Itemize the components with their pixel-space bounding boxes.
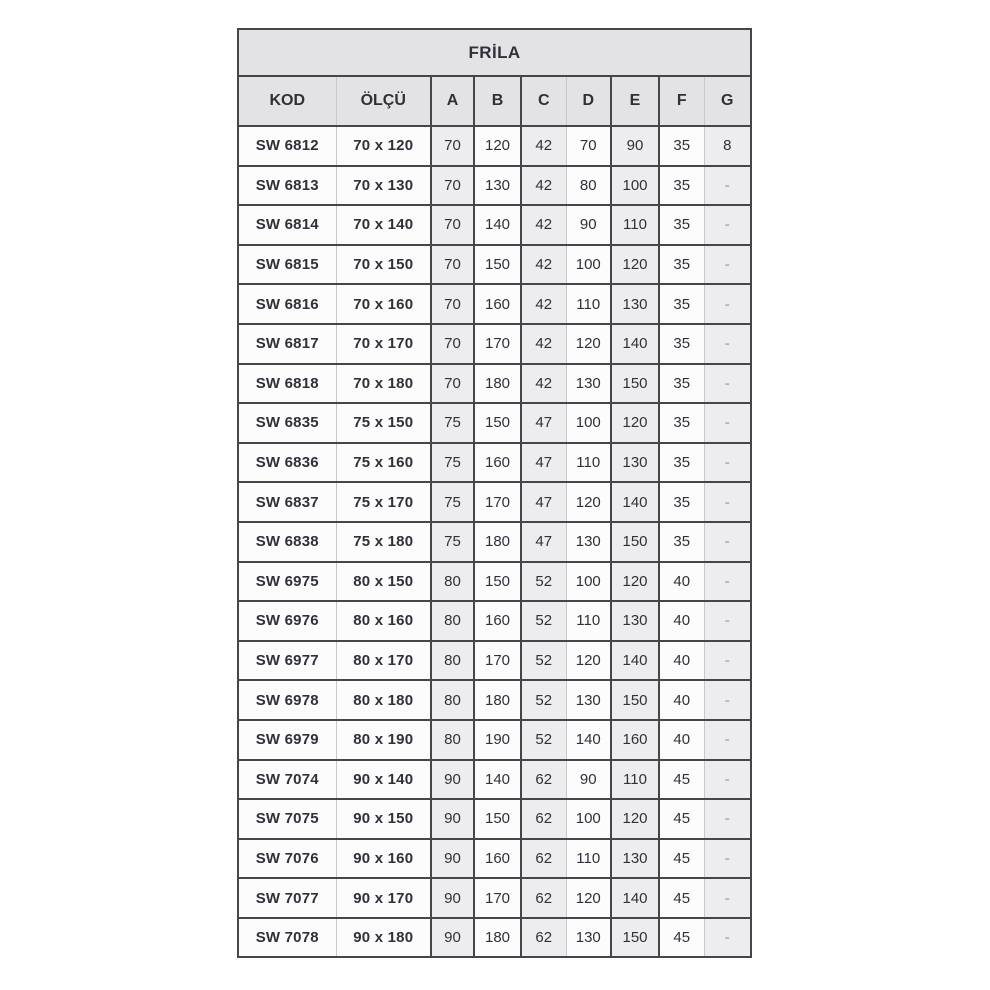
cell-d: 120 bbox=[566, 482, 611, 522]
cell-e: 150 bbox=[611, 680, 659, 720]
cell-b: 180 bbox=[474, 364, 521, 404]
cell-a: 70 bbox=[431, 126, 474, 166]
cell-kod: SW 6815 bbox=[238, 245, 336, 285]
cell-e: 130 bbox=[611, 443, 659, 483]
table-row bbox=[238, 720, 751, 760]
cell-a: 75 bbox=[431, 482, 474, 522]
cell-olcu: 70 x 150 bbox=[336, 245, 431, 285]
cell-b: 160 bbox=[474, 284, 521, 324]
cell-f: 40 bbox=[659, 562, 704, 602]
cell-c: 47 bbox=[521, 482, 566, 522]
cell-e: 90 bbox=[611, 126, 659, 166]
table-row bbox=[238, 799, 751, 839]
cell-c: 62 bbox=[521, 918, 566, 958]
cell-e: 150 bbox=[611, 918, 659, 958]
cell-kod: SW 6814 bbox=[238, 205, 336, 245]
cell-a: 80 bbox=[431, 601, 474, 641]
cell-f: 35 bbox=[659, 364, 704, 404]
cell-olcu: 90 x 170 bbox=[336, 878, 431, 918]
cell-a: 70 bbox=[431, 324, 474, 364]
cell-kod: SW 7074 bbox=[238, 760, 336, 800]
cell-g: - bbox=[704, 324, 751, 364]
cell-b: 160 bbox=[474, 443, 521, 483]
cell-olcu: 70 x 130 bbox=[336, 166, 431, 206]
cell-g: - bbox=[704, 641, 751, 681]
cell-d: 70 bbox=[566, 126, 611, 166]
table-row bbox=[238, 601, 751, 641]
table-row bbox=[238, 245, 751, 285]
table-row bbox=[238, 562, 751, 602]
cell-kod: SW 6813 bbox=[238, 166, 336, 206]
cell-g: - bbox=[704, 680, 751, 720]
cell-a: 70 bbox=[431, 284, 474, 324]
cell-a: 90 bbox=[431, 839, 474, 879]
cell-f: 35 bbox=[659, 245, 704, 285]
table-row bbox=[238, 878, 751, 918]
table-row bbox=[238, 839, 751, 879]
cell-b: 150 bbox=[474, 562, 521, 602]
cell-g: - bbox=[704, 166, 751, 206]
cell-f: 45 bbox=[659, 918, 704, 958]
cell-a: 90 bbox=[431, 878, 474, 918]
column-header-l: ÖLÇÜ bbox=[336, 76, 431, 126]
cell-b: 170 bbox=[474, 641, 521, 681]
cell-d: 90 bbox=[566, 760, 611, 800]
table-row bbox=[238, 364, 751, 404]
cell-g: - bbox=[704, 245, 751, 285]
table-row bbox=[238, 126, 751, 166]
cell-a: 80 bbox=[431, 680, 474, 720]
table-row bbox=[238, 760, 751, 800]
cell-a: 75 bbox=[431, 443, 474, 483]
cell-d: 100 bbox=[566, 245, 611, 285]
cell-e: 140 bbox=[611, 324, 659, 364]
cell-g: - bbox=[704, 562, 751, 602]
cell-c: 52 bbox=[521, 641, 566, 681]
table-row bbox=[238, 205, 751, 245]
cell-e: 120 bbox=[611, 562, 659, 602]
cell-f: 45 bbox=[659, 878, 704, 918]
cell-d: 130 bbox=[566, 522, 611, 562]
cell-olcu: 90 x 160 bbox=[336, 839, 431, 879]
cell-b: 140 bbox=[474, 760, 521, 800]
cell-kod: SW 6835 bbox=[238, 403, 336, 443]
cell-e: 120 bbox=[611, 799, 659, 839]
cell-olcu: 80 x 190 bbox=[336, 720, 431, 760]
table-row bbox=[238, 482, 751, 522]
cell-a: 70 bbox=[431, 166, 474, 206]
cell-kod: SW 6978 bbox=[238, 680, 336, 720]
cell-kod: SW 7076 bbox=[238, 839, 336, 879]
cell-b: 130 bbox=[474, 166, 521, 206]
cell-e: 130 bbox=[611, 601, 659, 641]
cell-olcu: 75 x 150 bbox=[336, 403, 431, 443]
cell-c: 42 bbox=[521, 364, 566, 404]
cell-f: 45 bbox=[659, 839, 704, 879]
cell-b: 150 bbox=[474, 799, 521, 839]
cell-e: 140 bbox=[611, 878, 659, 918]
cell-olcu: 70 x 120 bbox=[336, 126, 431, 166]
cell-g: - bbox=[704, 839, 751, 879]
table-row bbox=[238, 522, 751, 562]
size-spec-table bbox=[237, 28, 752, 958]
table-title: FRİLA bbox=[238, 29, 751, 76]
cell-b: 150 bbox=[474, 403, 521, 443]
cell-c: 42 bbox=[521, 284, 566, 324]
cell-c: 62 bbox=[521, 799, 566, 839]
cell-olcu: 75 x 180 bbox=[336, 522, 431, 562]
table-row bbox=[238, 403, 751, 443]
cell-e: 100 bbox=[611, 166, 659, 206]
cell-c: 47 bbox=[521, 403, 566, 443]
column-header-b: B bbox=[474, 76, 521, 126]
cell-olcu: 80 x 160 bbox=[336, 601, 431, 641]
cell-f: 40 bbox=[659, 720, 704, 760]
cell-c: 42 bbox=[521, 126, 566, 166]
cell-g: - bbox=[704, 918, 751, 958]
cell-kod: SW 6812 bbox=[238, 126, 336, 166]
cell-g: - bbox=[704, 364, 751, 404]
cell-e: 150 bbox=[611, 522, 659, 562]
cell-d: 100 bbox=[566, 403, 611, 443]
cell-g: - bbox=[704, 205, 751, 245]
cell-c: 52 bbox=[521, 720, 566, 760]
cell-kod: SW 6976 bbox=[238, 601, 336, 641]
cell-b: 180 bbox=[474, 522, 521, 562]
cell-f: 40 bbox=[659, 680, 704, 720]
cell-kod: SW 6836 bbox=[238, 443, 336, 483]
cell-olcu: 70 x 140 bbox=[336, 205, 431, 245]
cell-a: 90 bbox=[431, 918, 474, 958]
cell-c: 52 bbox=[521, 601, 566, 641]
cell-f: 35 bbox=[659, 403, 704, 443]
cell-d: 110 bbox=[566, 284, 611, 324]
cell-d: 100 bbox=[566, 799, 611, 839]
cell-kod: SW 6837 bbox=[238, 482, 336, 522]
cell-b: 170 bbox=[474, 482, 521, 522]
cell-a: 70 bbox=[431, 245, 474, 285]
cell-e: 130 bbox=[611, 284, 659, 324]
cell-b: 150 bbox=[474, 245, 521, 285]
header-row bbox=[238, 76, 751, 126]
cell-a: 70 bbox=[431, 364, 474, 404]
cell-g: - bbox=[704, 522, 751, 562]
cell-c: 62 bbox=[521, 839, 566, 879]
cell-kod: SW 6816 bbox=[238, 284, 336, 324]
column-header-d: D bbox=[566, 76, 611, 126]
cell-b: 180 bbox=[474, 680, 521, 720]
cell-c: 42 bbox=[521, 324, 566, 364]
cell-a: 80 bbox=[431, 562, 474, 602]
cell-d: 140 bbox=[566, 720, 611, 760]
cell-f: 45 bbox=[659, 799, 704, 839]
column-header-g: G bbox=[704, 76, 751, 126]
cell-a: 70 bbox=[431, 205, 474, 245]
cell-kod: SW 7075 bbox=[238, 799, 336, 839]
cell-f: 45 bbox=[659, 760, 704, 800]
cell-e: 110 bbox=[611, 205, 659, 245]
cell-f: 40 bbox=[659, 641, 704, 681]
cell-olcu: 90 x 150 bbox=[336, 799, 431, 839]
cell-f: 35 bbox=[659, 482, 704, 522]
cell-kod: SW 6818 bbox=[238, 364, 336, 404]
cell-kod: SW 7078 bbox=[238, 918, 336, 958]
cell-g: - bbox=[704, 284, 751, 324]
cell-c: 47 bbox=[521, 443, 566, 483]
table-body bbox=[238, 126, 751, 957]
cell-olcu: 70 x 160 bbox=[336, 284, 431, 324]
cell-b: 180 bbox=[474, 918, 521, 958]
cell-olcu: 70 x 170 bbox=[336, 324, 431, 364]
cell-e: 120 bbox=[611, 245, 659, 285]
cell-olcu: 80 x 180 bbox=[336, 680, 431, 720]
cell-a: 90 bbox=[431, 799, 474, 839]
cell-kod: SW 6977 bbox=[238, 641, 336, 681]
cell-g: - bbox=[704, 760, 751, 800]
cell-c: 47 bbox=[521, 522, 566, 562]
cell-b: 120 bbox=[474, 126, 521, 166]
cell-d: 120 bbox=[566, 641, 611, 681]
cell-d: 110 bbox=[566, 601, 611, 641]
cell-c: 52 bbox=[521, 562, 566, 602]
cell-olcu: 90 x 180 bbox=[336, 918, 431, 958]
cell-g: - bbox=[704, 403, 751, 443]
cell-g: - bbox=[704, 799, 751, 839]
table-row bbox=[238, 324, 751, 364]
cell-f: 40 bbox=[659, 601, 704, 641]
cell-b: 170 bbox=[474, 878, 521, 918]
cell-c: 42 bbox=[521, 205, 566, 245]
cell-a: 75 bbox=[431, 522, 474, 562]
cell-a: 80 bbox=[431, 641, 474, 681]
column-header-c: C bbox=[521, 76, 566, 126]
cell-b: 190 bbox=[474, 720, 521, 760]
cell-a: 90 bbox=[431, 760, 474, 800]
cell-e: 130 bbox=[611, 839, 659, 879]
cell-d: 110 bbox=[566, 443, 611, 483]
cell-c: 42 bbox=[521, 166, 566, 206]
cell-e: 160 bbox=[611, 720, 659, 760]
table-row bbox=[238, 284, 751, 324]
cell-f: 35 bbox=[659, 522, 704, 562]
cell-e: 150 bbox=[611, 364, 659, 404]
cell-c: 52 bbox=[521, 680, 566, 720]
cell-kod: SW 6838 bbox=[238, 522, 336, 562]
cell-g: 8 bbox=[704, 126, 751, 166]
cell-b: 140 bbox=[474, 205, 521, 245]
cell-g: - bbox=[704, 443, 751, 483]
cell-d: 130 bbox=[566, 680, 611, 720]
cell-olcu: 80 x 170 bbox=[336, 641, 431, 681]
size-table-container bbox=[237, 28, 750, 958]
cell-f: 35 bbox=[659, 324, 704, 364]
cell-d: 80 bbox=[566, 166, 611, 206]
table-row bbox=[238, 641, 751, 681]
cell-f: 35 bbox=[659, 126, 704, 166]
cell-d: 110 bbox=[566, 839, 611, 879]
cell-g: - bbox=[704, 720, 751, 760]
cell-e: 120 bbox=[611, 403, 659, 443]
column-header-f: F bbox=[659, 76, 704, 126]
cell-b: 160 bbox=[474, 839, 521, 879]
column-header-e: E bbox=[611, 76, 659, 126]
table-row bbox=[238, 166, 751, 206]
cell-d: 120 bbox=[566, 878, 611, 918]
cell-kod: SW 6817 bbox=[238, 324, 336, 364]
cell-g: - bbox=[704, 482, 751, 522]
cell-a: 80 bbox=[431, 720, 474, 760]
cell-c: 62 bbox=[521, 760, 566, 800]
cell-d: 90 bbox=[566, 205, 611, 245]
cell-olcu: 80 x 150 bbox=[336, 562, 431, 602]
cell-e: 140 bbox=[611, 641, 659, 681]
title-row bbox=[238, 29, 751, 76]
table-row bbox=[238, 680, 751, 720]
cell-c: 42 bbox=[521, 245, 566, 285]
cell-e: 110 bbox=[611, 760, 659, 800]
cell-g: - bbox=[704, 878, 751, 918]
cell-olcu: 70 x 180 bbox=[336, 364, 431, 404]
cell-e: 140 bbox=[611, 482, 659, 522]
cell-olcu: 90 x 140 bbox=[336, 760, 431, 800]
cell-kod: SW 6975 bbox=[238, 562, 336, 602]
cell-olcu: 75 x 160 bbox=[336, 443, 431, 483]
cell-b: 170 bbox=[474, 324, 521, 364]
cell-f: 35 bbox=[659, 166, 704, 206]
cell-d: 120 bbox=[566, 324, 611, 364]
cell-kod: SW 7077 bbox=[238, 878, 336, 918]
cell-d: 130 bbox=[566, 918, 611, 958]
cell-c: 62 bbox=[521, 878, 566, 918]
table-row bbox=[238, 918, 751, 958]
cell-f: 35 bbox=[659, 284, 704, 324]
column-header-kod: KOD bbox=[238, 76, 336, 126]
table-row bbox=[238, 443, 751, 483]
cell-kod: SW 6979 bbox=[238, 720, 336, 760]
column-header-a: A bbox=[431, 76, 474, 126]
cell-g: - bbox=[704, 601, 751, 641]
cell-d: 130 bbox=[566, 364, 611, 404]
cell-a: 75 bbox=[431, 403, 474, 443]
cell-olcu: 75 x 170 bbox=[336, 482, 431, 522]
cell-f: 35 bbox=[659, 205, 704, 245]
cell-d: 100 bbox=[566, 562, 611, 602]
cell-b: 160 bbox=[474, 601, 521, 641]
cell-f: 35 bbox=[659, 443, 704, 483]
